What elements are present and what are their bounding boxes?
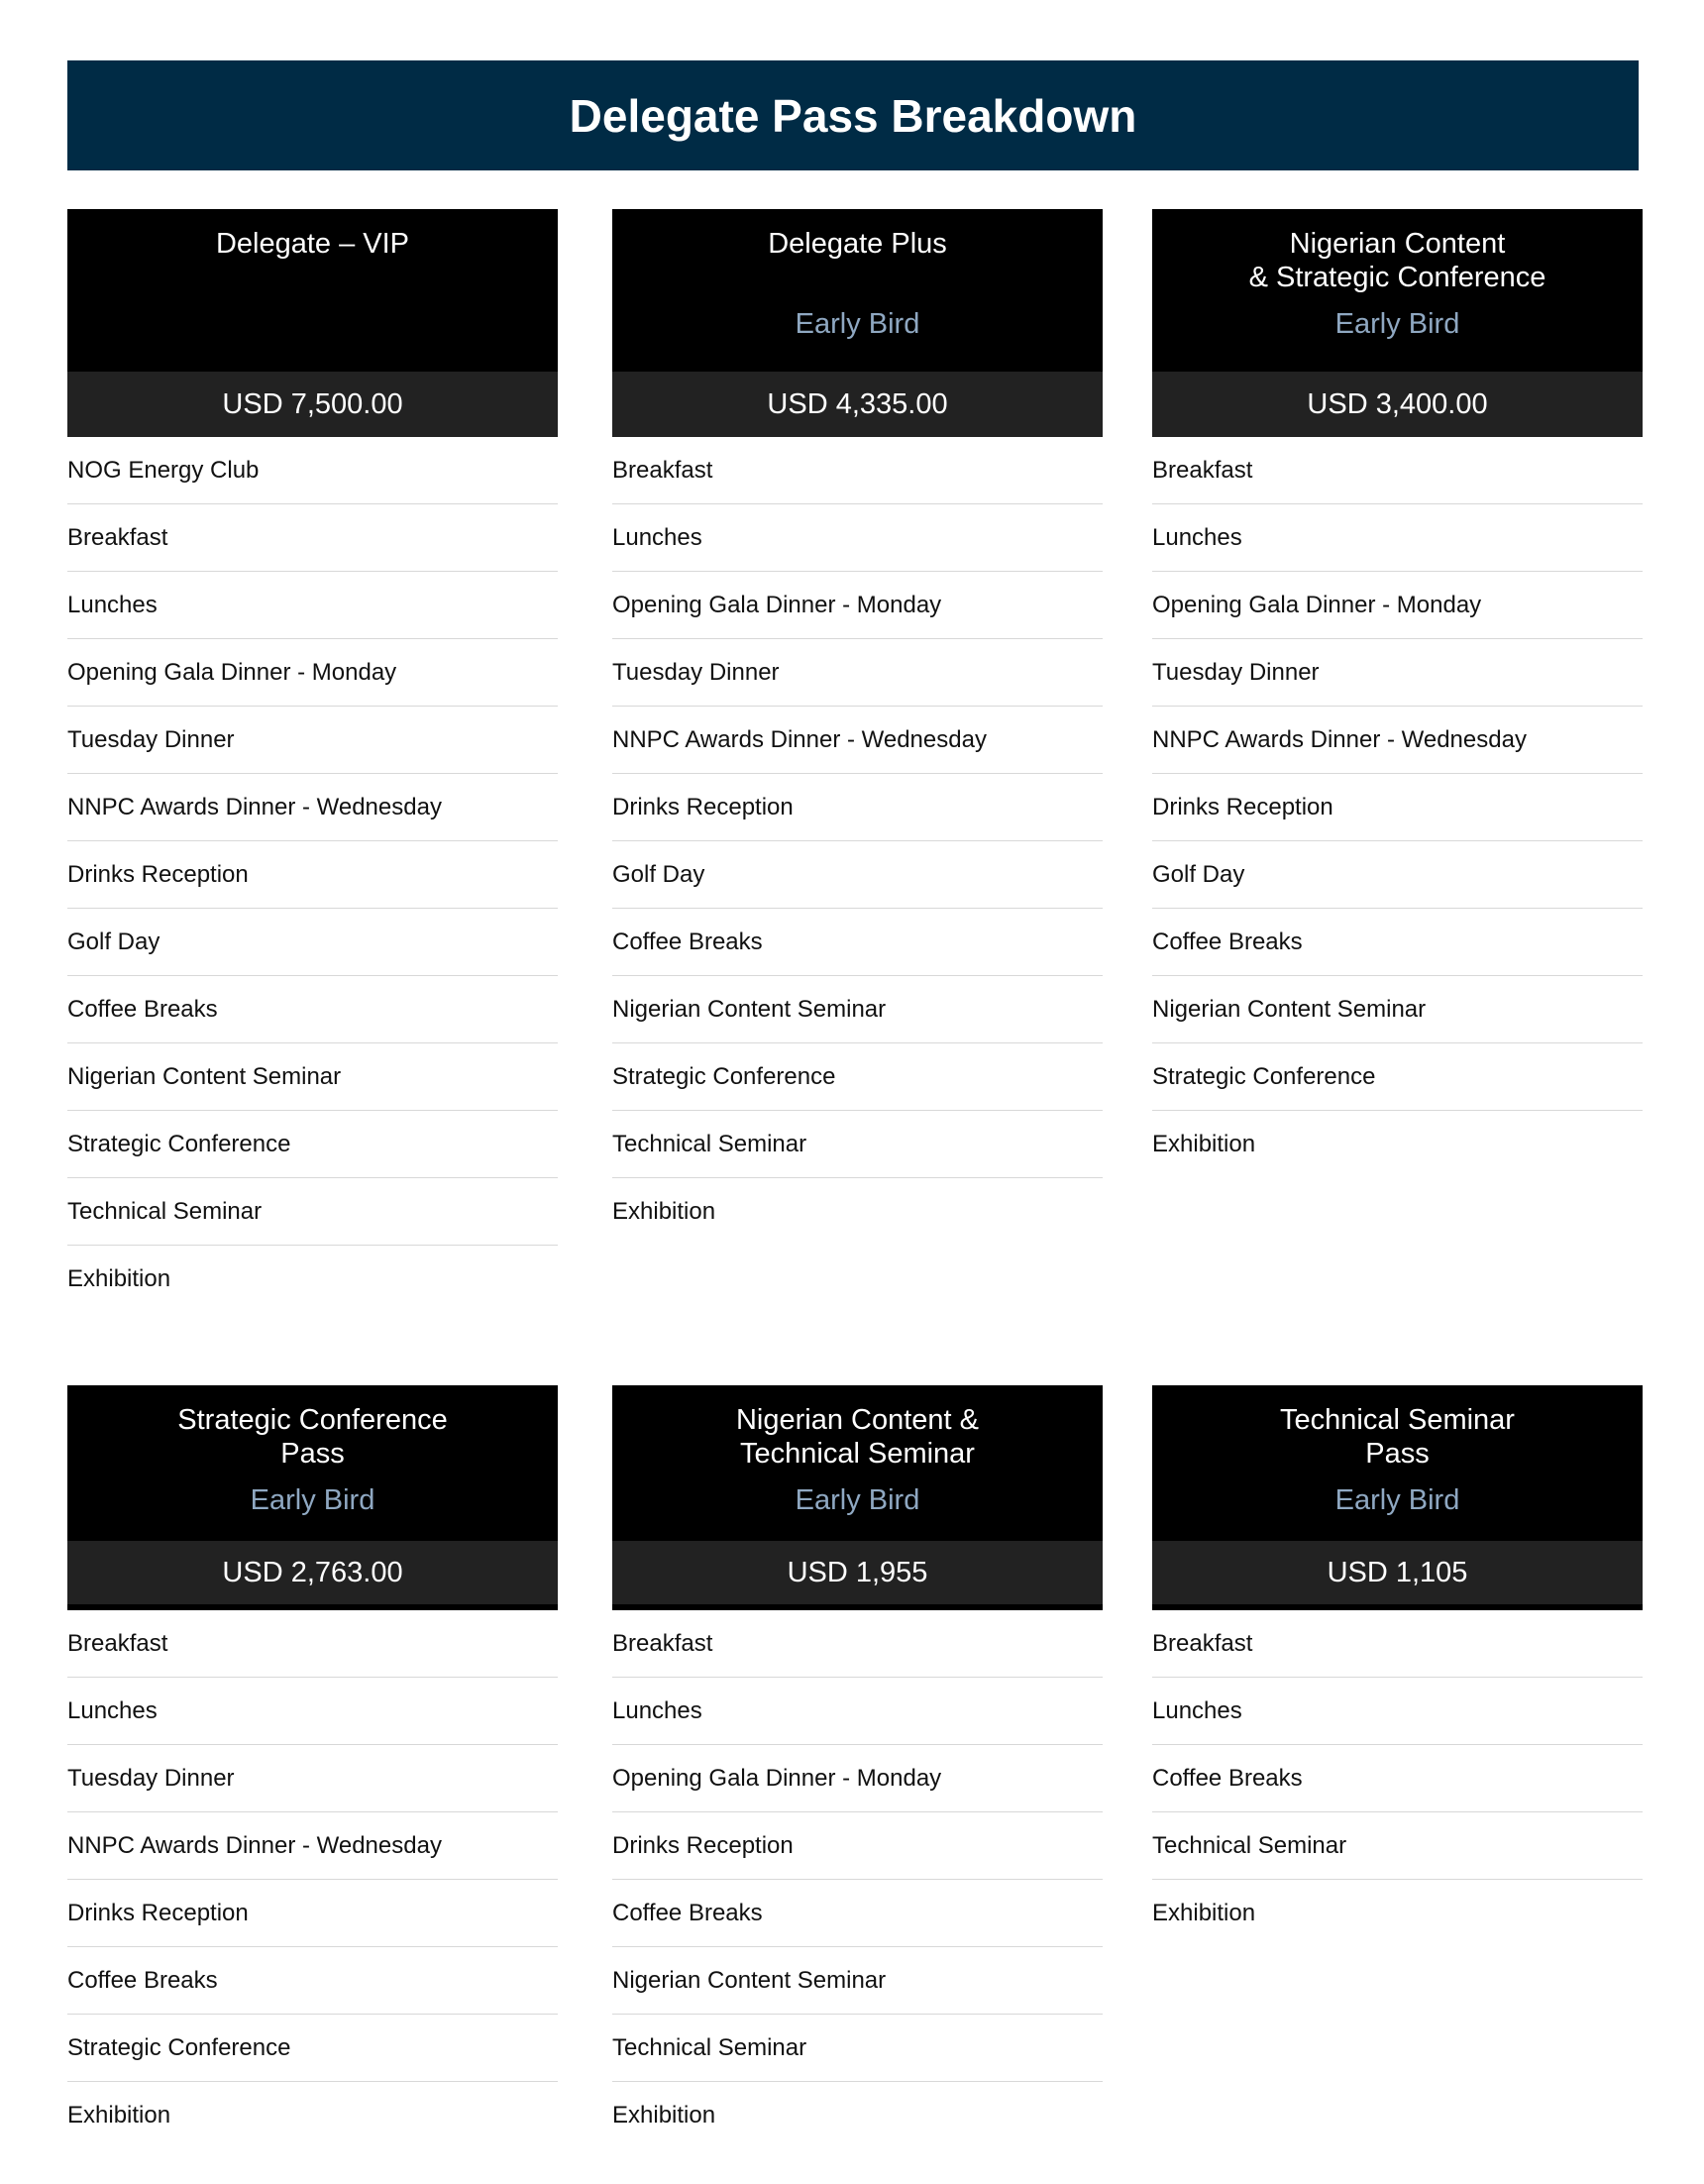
feature-item: Tuesday Dinner xyxy=(1152,639,1643,707)
feature-item: Drinks Reception xyxy=(612,1812,1103,1880)
pass-card-header xyxy=(1152,1385,1643,1541)
pass-subtitle: Early Bird xyxy=(1334,308,1460,340)
feature-item: Lunches xyxy=(1152,504,1643,572)
pass-price: USD 4,335.00 xyxy=(612,372,1103,437)
feature-item: NNPC Awards Dinner - Wednesday xyxy=(612,707,1103,774)
feature-item: Coffee Breaks xyxy=(612,1880,1103,1947)
feature-item: Exhibition xyxy=(1152,1900,1256,1926)
pass-price: USD 1,955 xyxy=(612,1541,1103,1610)
pass-price: USD 7,500.00 xyxy=(67,372,558,437)
feature-list xyxy=(67,437,558,1312)
feature-item: Golf Day xyxy=(67,909,558,976)
pass-card-nigerian-content-technical xyxy=(612,1385,1103,2148)
pass-title: Nigerian Content & Technical Seminar xyxy=(735,1404,980,1470)
feature-item: Breakfast xyxy=(67,1610,558,1678)
feature-item: Nigerian Content Seminar xyxy=(67,1043,558,1111)
feature-item: Breakfast xyxy=(1152,437,1643,504)
pass-subtitle: Early Bird xyxy=(250,1484,375,1516)
feature-item: Opening Gala Dinner - Monday xyxy=(1152,572,1643,639)
feature-item: Nigerian Content Seminar xyxy=(612,1947,1103,2015)
feature-item: Breakfast xyxy=(612,437,1103,504)
pass-card-header xyxy=(612,209,1103,372)
feature-item: Nigerian Content Seminar xyxy=(612,976,1103,1043)
pass-card-strategic-conference xyxy=(67,1385,558,2148)
feature-item: Drinks Reception xyxy=(67,841,558,909)
pass-subtitle: Early Bird xyxy=(795,308,920,340)
feature-item: Strategic Conference xyxy=(67,2015,558,2082)
feature-item: Tuesday Dinner xyxy=(67,707,558,774)
feature-item: Coffee Breaks xyxy=(67,1947,558,2015)
feature-item: Technical Seminar xyxy=(612,2015,1103,2082)
feature-item: Strategic Conference xyxy=(612,1043,1103,1111)
pass-title: Technical Seminar Pass xyxy=(1280,1404,1515,1470)
pass-price: USD 3,400.00 xyxy=(1152,372,1643,437)
feature-item: Tuesday Dinner xyxy=(612,639,1103,707)
feature-item: Coffee Breaks xyxy=(67,976,558,1043)
feature-item: Exhibition xyxy=(612,1198,716,1225)
feature-item: Technical Seminar xyxy=(612,1111,1103,1178)
feature-item: Lunches xyxy=(612,504,1103,572)
feature-item: Nigerian Content Seminar xyxy=(1152,976,1643,1043)
feature-item: Breakfast xyxy=(612,1610,1103,1678)
pass-card-delegate-vip xyxy=(67,209,558,1312)
pass-card-nigerian-content-strategic xyxy=(1152,209,1643,1177)
pass-title: Delegate Plus xyxy=(768,228,947,260)
feature-item: Breakfast xyxy=(67,504,558,572)
pass-price: USD 1,105 xyxy=(1152,1541,1643,1610)
feature-item: Opening Gala Dinner - Monday xyxy=(612,1745,1103,1812)
feature-item: Drinks Reception xyxy=(612,774,1103,841)
feature-item: NNPC Awards Dinner - Wednesday xyxy=(1152,707,1643,774)
feature-item: Tuesday Dinner xyxy=(67,1745,558,1812)
feature-item: Technical Seminar xyxy=(67,1178,558,1246)
pass-subtitle: Early Bird xyxy=(1334,1484,1460,1516)
pass-title: Nigerian Content & Strategic Conference xyxy=(1248,228,1546,293)
pass-title: Delegate – VIP xyxy=(215,228,410,260)
feature-list xyxy=(612,437,1103,1245)
feature-item: Strategic Conference xyxy=(1152,1043,1643,1111)
page-title: Delegate Pass Breakdown xyxy=(67,60,1639,170)
feature-item: Lunches xyxy=(1152,1678,1643,1745)
feature-item: Breakfast xyxy=(1152,1610,1643,1678)
feature-item: Coffee Breaks xyxy=(1152,1745,1643,1812)
feature-item: NNPC Awards Dinner - Wednesday xyxy=(67,1812,558,1880)
feature-item: Opening Gala Dinner - Monday xyxy=(67,639,558,707)
feature-item: Lunches xyxy=(67,572,558,639)
pass-subtitle: Early Bird xyxy=(795,1484,920,1516)
feature-item: Drinks Reception xyxy=(1152,774,1643,841)
feature-item: Exhibition xyxy=(67,1265,171,1292)
feature-item: Technical Seminar xyxy=(1152,1812,1643,1880)
feature-item: Coffee Breaks xyxy=(612,909,1103,976)
feature-item: NOG Energy Club xyxy=(67,437,558,504)
feature-item: Exhibition xyxy=(612,2102,716,2129)
feature-item: NNPC Awards Dinner - Wednesday xyxy=(67,774,558,841)
feature-item: Golf Day xyxy=(612,841,1103,909)
pass-card-delegate-plus xyxy=(612,209,1103,1245)
feature-item: Strategic Conference xyxy=(67,1111,558,1178)
pass-card-header xyxy=(67,209,558,372)
pass-card-header xyxy=(67,1385,558,1541)
feature-list xyxy=(612,1610,1103,2148)
feature-item: Lunches xyxy=(612,1678,1103,1745)
pass-card-header xyxy=(612,1385,1103,1541)
feature-item: Opening Gala Dinner - Monday xyxy=(612,572,1103,639)
feature-item: Lunches xyxy=(67,1678,558,1745)
feature-list xyxy=(1152,437,1643,1177)
feature-item: Coffee Breaks xyxy=(1152,909,1643,976)
pass-title: Strategic Conference Pass xyxy=(177,1404,448,1470)
feature-list xyxy=(67,1610,558,2148)
pass-price: USD 2,763.00 xyxy=(67,1541,558,1610)
feature-item: Golf Day xyxy=(1152,841,1643,909)
feature-list xyxy=(1152,1610,1643,1946)
feature-item: Exhibition xyxy=(1152,1131,1256,1157)
feature-item: Exhibition xyxy=(67,2102,171,2129)
feature-item: Drinks Reception xyxy=(67,1880,558,1947)
pass-card-technical-seminar xyxy=(1152,1385,1643,1946)
pass-card-header xyxy=(1152,209,1643,372)
